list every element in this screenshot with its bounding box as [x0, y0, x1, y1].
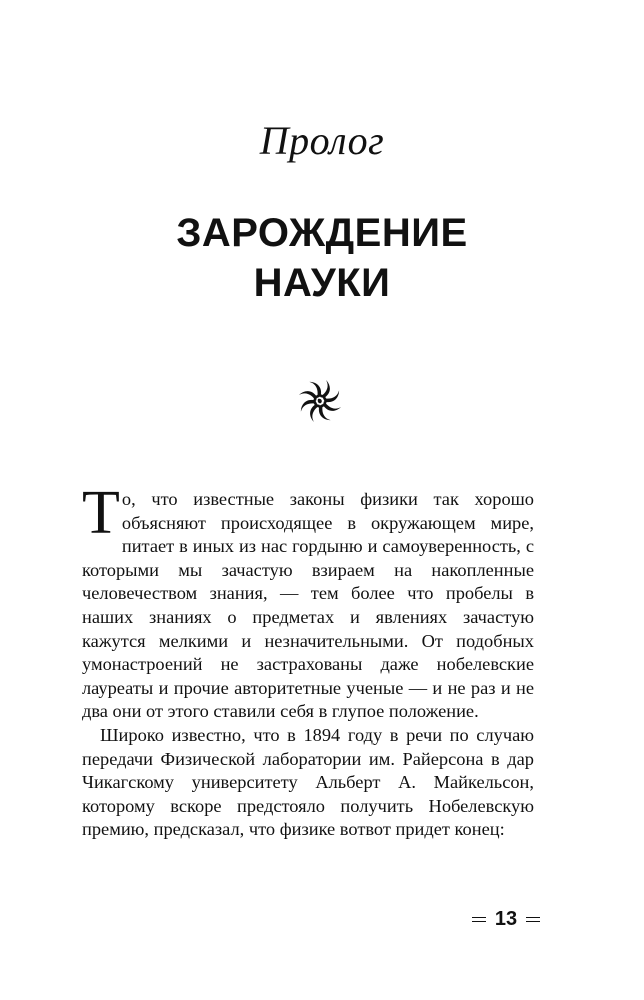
paragraph-2: Широко известно, что в 1894 году в речи по случаю передачи Физической лаборатории им. Райерсона в дар Чикагскому университету Альберт А. Майкельсон, которому вскоре предстояло получить Нобелевскую премию, предсказал, что физике вотвот придет конец:	[82, 724, 534, 840]
paragraph-1-text: о, что известные законы физики так хорошо объясняют происходящее в окружающем мире, питает в иных из нас гордыню и самоуверенность, с которыми мы зачастую взираем на накопленные человечеством знания, — тем более что пробелы в наших знаниях о предметах и явлениях зачастую кажутся мелкими и незначительными. От подобных умонастроений не застрахованы даже нобелевские лауреаты и прочие авторитетные ученые — и не раз и не два они от этого ставили себя в глупое положение.	[82, 489, 534, 722]
body-text	[82, 479, 534, 842]
section-label: Пролог	[259, 118, 385, 163]
page-number	[472, 908, 540, 932]
paragraph-1	[82, 479, 534, 724]
drop-cap: Т	[82, 479, 120, 547]
chapter-title-line-2: НАУКИ	[253, 261, 391, 305]
swirl-ornament-icon	[297, 378, 343, 424]
chapter-title	[0, 208, 644, 308]
chapter-title-line-1: ЗАРОЖДЕНИЕ	[176, 211, 468, 255]
page-number-value: 13	[486, 908, 526, 930]
